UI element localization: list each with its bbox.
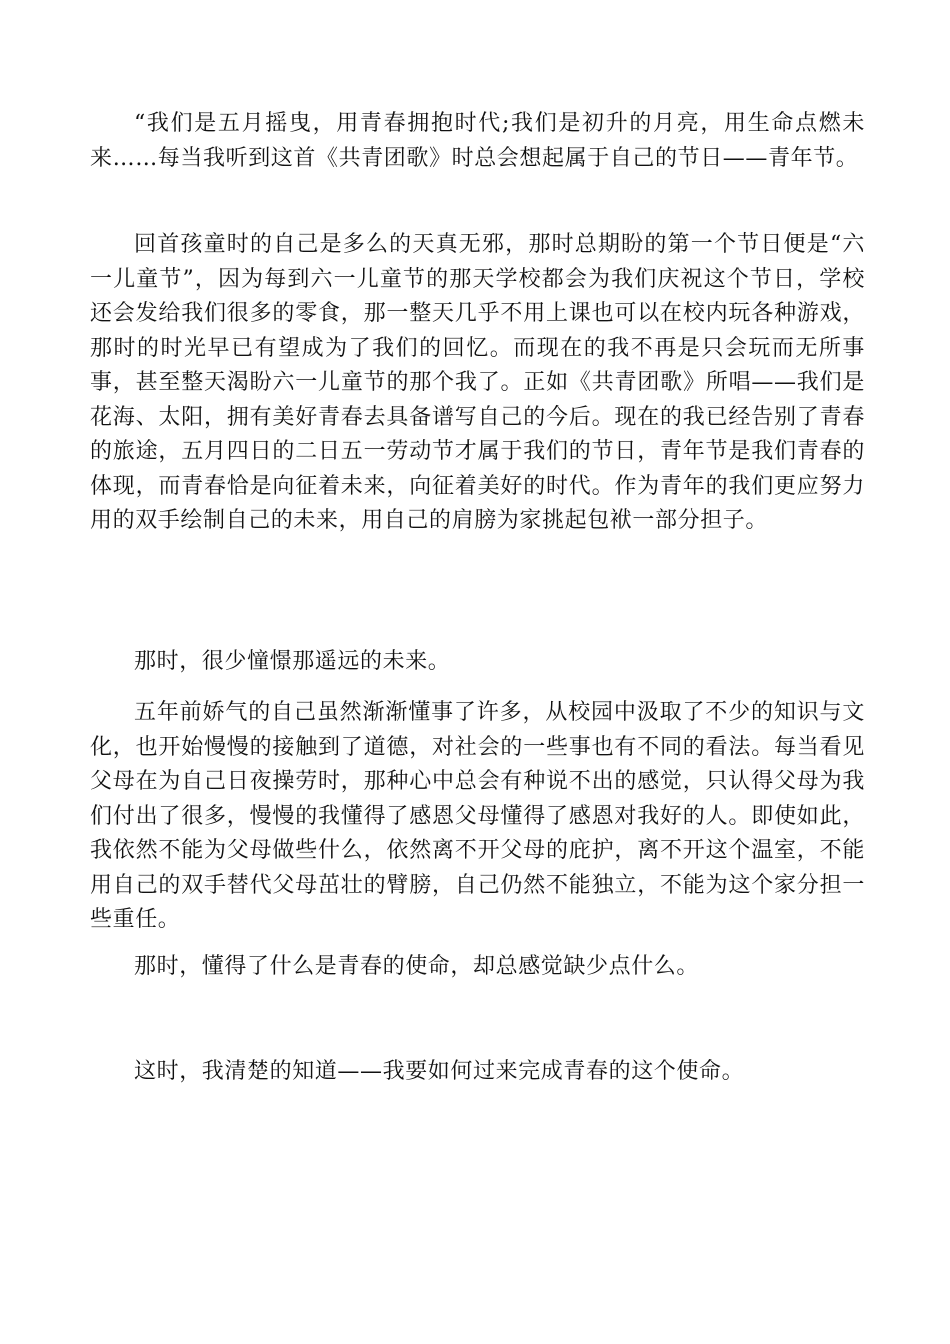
paragraph-song-intro: “我们是五月摇曳，用青春拥抱时代;我们是初升的月亮，用生命点燃未来……每当我听到这首《共青团歌》时总会想起属于自己的节日——青年节。 [90, 111, 865, 171]
paragraph-future-longing: 那时，很少憧憬那遥远的未来。 [134, 649, 451, 674]
paragraph-childhood: 回首孩童时的自己是多么的天真无邪，那时总期盼的第一个节日便是“六一儿童节”，因为每到六一儿童节的那天学校都会为我们庆祝这个节日，学校还会发给我们很多的零食，那一整天几乎不用上课也可以在校内玩各种游戏，那时的时光早已有望成为了我们的回忆。而现在的我不再是只会玩而无所事事，甚至整天渴盼六一儿童节的那个我了。正如《共青团歌》所唱——我们是花海、太阳，拥有美好青春去具备谱写自己的今后。现在的我已经告别了青春的旅途，五月四日的二日五一劳动节才属于我们的节日，青年节是我们青春的体现，而青春恰是向征着未来，向征着美好的时代。作为青年的我们更应努力用的双手绘制自己的未来，用自己的肩膀为家挑起包袱一部分担子。 [90, 232, 865, 533]
paragraph-five-years-ago: 五年前娇气的自己虽然渐渐懂事了许多，从校园中汲取了不少的知识与文化，也开始慢慢的接触到了道德，对社会的一些事也有不同的看法。每当看见父母在为自己日夜操劳时，那种心中总会有种说不出的感觉，只认得父母为我们付出了很多，慢慢的我懂得了感恩父母懂得了感恩对我好的人。即使如此，我依然不能为父母做些什么，依然离不开父母的庇护，离不开这个温室，不能用自己的双手替代父母茁壮的臂膀，自己仍然不能独立，不能为这个家分担一些重任。 [90, 700, 865, 932]
paragraph-youth-mission: 那时，懂得了什么是青春的使命，却总感觉缺少点什么。 [134, 954, 700, 979]
paragraph-conclusion: 这时，我清楚的知道——我要如何过来完成青春的这个使命。 [134, 1059, 745, 1084]
